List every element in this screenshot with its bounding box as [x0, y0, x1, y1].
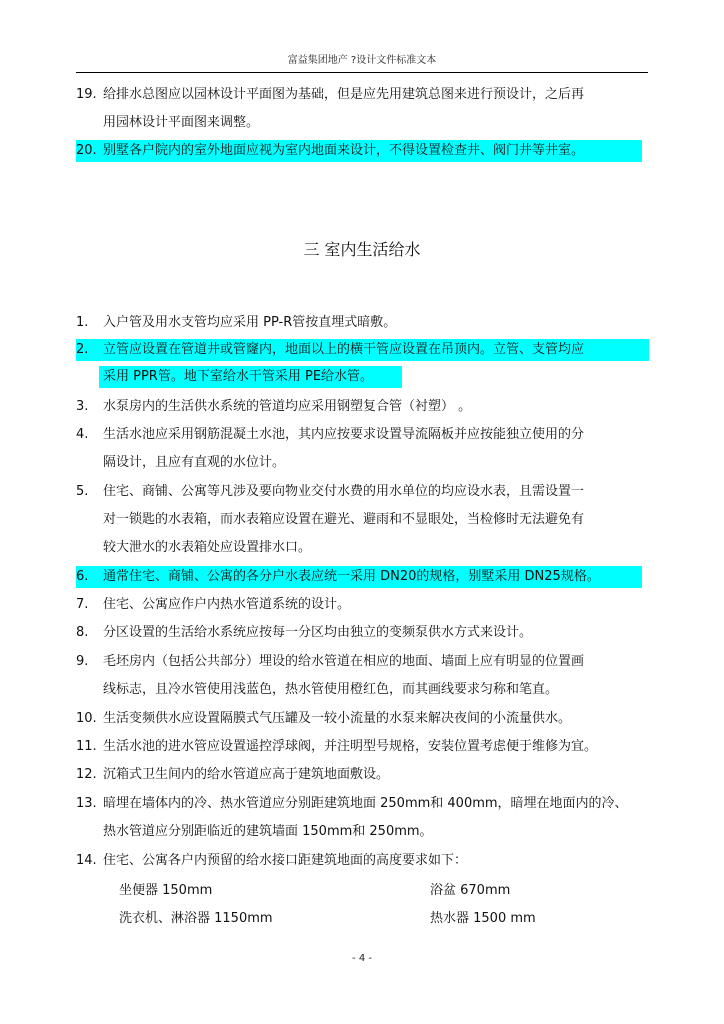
- item-text: 毛坯房内（包括公共部分）埋设的给水管道在相应的地面、墙面上应有明显的位置画: [103, 654, 585, 669]
- item-text: 入户管及用水支管均应采用 PP-R管按直埋式暗敷。: [103, 315, 397, 330]
- item-number: 13.: [76, 796, 97, 811]
- list-item-continuation: [0, 509, 724, 531]
- list-item: [0, 566, 724, 588]
- item-number: 20.: [76, 143, 97, 158]
- item-number: 19.: [76, 87, 97, 102]
- list-item-continuation: [0, 112, 724, 134]
- list-item-continuation: [0, 537, 724, 559]
- page-header: 富益集团地产 ?设计文件标准文本: [287, 55, 437, 66]
- item-text: 分区设置的生活给水系统应按每一分区均由独立的变频泵供水方式来设计。: [103, 625, 533, 640]
- section-title: 三 室内生活给水: [303, 240, 421, 259]
- list-item-continuation: [0, 821, 724, 843]
- item-number: 8.: [76, 625, 89, 640]
- item-text: 生活水池应采用钢筋混凝土水池，其内应按要求设置导流隔板并应按能独立使用的分: [103, 427, 585, 442]
- list-item: [0, 736, 724, 758]
- item-text: 对一锁匙的水表箱，而水表箱应设置在避光、避雨和不显眼处，当检修时无法避免有: [103, 512, 585, 527]
- list-item: [0, 594, 724, 616]
- list-item: [0, 339, 724, 361]
- list-item: [0, 140, 724, 162]
- item-number: 7.: [76, 597, 89, 612]
- item-text: 立管应设置在管道井或管窿内，地面以上的横干管应设置在吊顶内。立管、支管均应: [103, 342, 585, 357]
- item-text: 住宅、商铺、公寓等凡涉及要向物业交付水费的用水单位的均应设水表，且需设置一: [103, 484, 585, 499]
- item-number: 4.: [76, 427, 89, 442]
- list-item: [0, 396, 724, 418]
- list-item: [0, 481, 724, 503]
- item-number: 1.: [76, 315, 89, 330]
- item-text: 较大泄水的水表箱处应设置排水口。: [103, 540, 312, 555]
- list-item: [0, 764, 724, 786]
- item-text: 生活水池的进水管应设置遥控浮球阀，并注明型号规格，安装位置考虑便于维修为宜。: [103, 739, 598, 754]
- item-text: 热水管道应分别距临近的建筑墙面 150mm和 250mm。: [103, 824, 433, 839]
- item-text: 沉箱式卫生间内的给水管道应高于建筑地面敷设。: [103, 767, 390, 782]
- list-item-continuation: [0, 452, 724, 474]
- item-number: 5.: [76, 484, 89, 499]
- item-text: 通常住宅、商铺、公寓的各分户水表应统一采用 DN20的规格，别墅采用 DN25规格。: [103, 569, 600, 584]
- header-rule: [76, 72, 648, 73]
- item-number: 12.: [76, 767, 97, 782]
- item-text: 水泵房内的生活供水系统的管道均应采用钢塑复合管（衬塑） 。: [103, 399, 472, 414]
- item-text: 采用 PPR管。地下室给水干管采用 PE给水管。: [103, 369, 374, 384]
- list-item: [0, 850, 724, 872]
- item-text: 给排水总图应以园林设计平面图为基础，但是应先用建筑总图来进行预设计，之后再: [103, 87, 585, 102]
- spec-toilet: 坐便器 150mm: [119, 883, 213, 898]
- item-text: 住宅、公寓应作户内热水管道系统的设计。: [103, 597, 351, 612]
- item-number: 3.: [76, 399, 89, 414]
- item-text: 别墅各户院内的室外地面应视为室内地面来设计，不得设置检查井、阀门井等井室。: [103, 143, 585, 158]
- item-number: 9.: [76, 654, 89, 669]
- item-number: 6.: [76, 569, 89, 584]
- spec-washer-shower: 洗衣机、淋浴器 1150mm: [119, 911, 273, 926]
- list-item: [0, 651, 724, 673]
- list-item: [0, 84, 724, 106]
- item-text: 住宅、公寓各户内预留的给水接口距建筑地面的高度要求如下：: [103, 853, 468, 868]
- item-text: 暗埋在墙体内的冷、热水管道应分别距建筑地面 250mm和 400mm，暗埋在地面内的冷、: [103, 796, 628, 811]
- list-item: [0, 622, 724, 644]
- spec-water-heater: 热水器 1500 mm: [430, 911, 536, 926]
- item-text: 用园林设计平面图来调整。: [103, 115, 260, 130]
- item-number: 10.: [76, 711, 97, 726]
- list-item: [0, 312, 724, 334]
- item-text: 线标志，且冷水管使用浅蓝色，热水管使用橙红色，而其画线要求匀称和笔直。: [103, 682, 559, 697]
- page-number: - 4 -: [352, 953, 372, 964]
- item-number: 2.: [76, 342, 89, 357]
- list-item-continuation: [0, 679, 724, 701]
- spec-bathtub: 浴盆 670mm: [430, 883, 511, 898]
- item-number: 14.: [76, 853, 97, 868]
- item-text: 生活变频供水应设置隔膜式气压罐及一较小流量的水泵来解决夜间的小流量供水。: [103, 711, 572, 726]
- item-number: 11.: [76, 739, 97, 754]
- list-item: [0, 424, 724, 446]
- list-item: [0, 793, 724, 815]
- item-text: 隔设计，且应有直观的水位计。: [103, 455, 286, 470]
- list-item-continuation: [0, 366, 724, 388]
- list-item: [0, 708, 724, 730]
